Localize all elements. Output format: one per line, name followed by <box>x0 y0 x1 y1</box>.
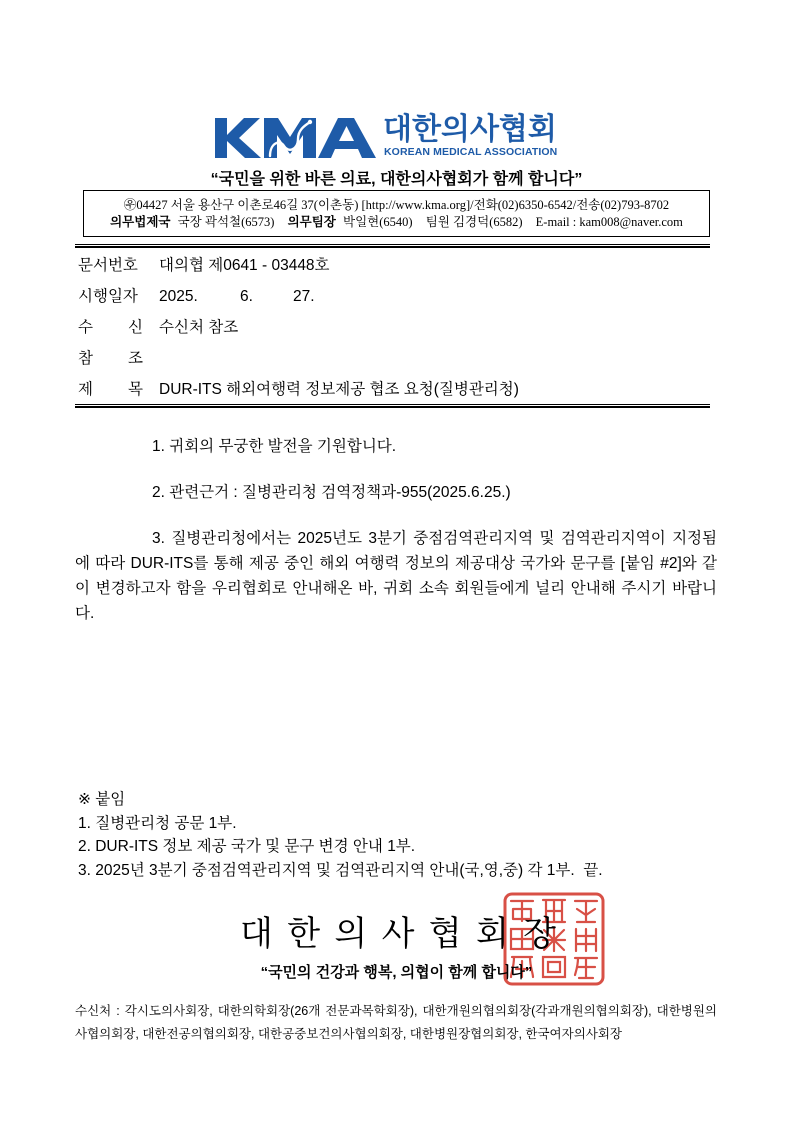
logo-letter-k <box>215 118 261 158</box>
meta-label: 제 목 <box>78 381 143 398</box>
meta-row-document-number <box>78 250 710 281</box>
logo-snake-head-icon <box>308 120 312 124</box>
date-year: 2025. <box>159 288 198 305</box>
org-name-english: KOREAN MEDICAL ASSOCIATION <box>384 146 558 158</box>
kma-logo <box>214 116 380 160</box>
signature-title: 대 한 의 사 협 회 장 <box>240 916 556 953</box>
official-seal-icon <box>502 891 606 987</box>
recipients-label: 수신처 : <box>75 1004 120 1018</box>
header-divider <box>75 244 710 248</box>
recipient-value: 수신처 참조 <box>159 319 239 336</box>
document-meta <box>78 250 710 405</box>
attachment-item-2: 2. DUR-ITS 정보 제공 국가 및 문구 변경 안내 1부. <box>78 838 416 855</box>
recipients-list: 각시도의사회장, 대한의학회장(26개 전문과목학회장), 대한개원의협의회장(각과개원의협의회장), 대한병원의사협의회장, 대한전공의협의회장, 대한공중보건의사협의회장, 대한병원장협의회장, 한국여자의사회장 <box>75 1004 717 1041</box>
document-number: 대의협 제0641 - 03448호 <box>159 257 330 274</box>
department-label: 의무법제국 <box>110 215 171 229</box>
meta-label: 문서번호 <box>78 257 138 274</box>
date-day: 27. <box>293 288 315 305</box>
body-paragraph-3: 3. 질병관리청에서는 2025년도 3분기 중점검역관리지역 및 검역관리지역이 지정됨에 따라 DUR-ITS를 통해 제공 중인 해외 여행력 정보의 제공대상 국가와 문구를 [붙임 #2]와 같이 변경하고자 함을 우리협회로 안내해온 바, 귀회 소속 회원들에게 널리 안내해 주시기 바랍니다. <box>75 530 717 622</box>
body-paragraph-1: 1. 귀회의 무궁한 발전을 기원합니다. <box>152 438 397 455</box>
email-address: E-mail : kam008@naver.com <box>535 215 683 229</box>
body-paragraph-2: 2. 관련근거 : 질병관리청 검역정책과-955(2025.6.25.) <box>152 484 511 501</box>
attachments-heading: ※ 붙임 <box>78 791 126 808</box>
meta-label: 수 신 <box>78 319 143 336</box>
attachment-item-3: 3. 2025년 3분기 중점검역관리지역 및 검역관리지역 안내(국,영,중) 각 1부. 끝. <box>78 861 603 879</box>
closing-slogan: “국민의 건강과 행복, 의협이 함께 합니다” <box>260 964 533 981</box>
document-body <box>75 434 717 647</box>
subject-value: DUR-ITS 해외여행력 정보제공 협조 요청(질병관리청) <box>159 381 519 398</box>
department-head: 국장 곽석철(6573) <box>177 215 275 229</box>
team-member: 팀원 김경덕(6582) <box>425 215 523 229</box>
meta-row-reference <box>78 343 710 374</box>
meta-row-enforcement-date <box>78 281 710 312</box>
meta-row-subject <box>78 374 710 405</box>
meta-divider <box>75 404 710 408</box>
attachments <box>78 788 718 882</box>
team-head: 박일현(6540) <box>343 215 413 229</box>
address-line: ㉾04427 서울 용산구 이촌로46길 37(이촌동) [http://www.kma.org]/전화(02)6350-6542/전송(02)793-8702 <box>123 198 670 212</box>
org-name-korean: 대한의사협회 <box>383 112 557 147</box>
enforcement-date <box>159 281 315 312</box>
meta-label: 시행일자 <box>78 288 138 305</box>
contact-box <box>83 190 710 237</box>
team-label: 의무팀장 <box>287 215 336 229</box>
meta-row-recipient <box>78 312 710 343</box>
logo-letter-a <box>318 118 376 158</box>
attachment-item-1: 1. 질병관리청 공문 1부. <box>78 814 237 832</box>
meta-label: 참 조 <box>78 350 143 367</box>
staff-line <box>84 214 709 231</box>
date-month: 6. <box>240 288 253 305</box>
header-slogan: “국민을 위한 바른 의료, 대한의사협회가 함께 합니다” <box>210 171 583 188</box>
recipients <box>75 1000 717 1046</box>
seal-glyphs <box>511 900 597 978</box>
